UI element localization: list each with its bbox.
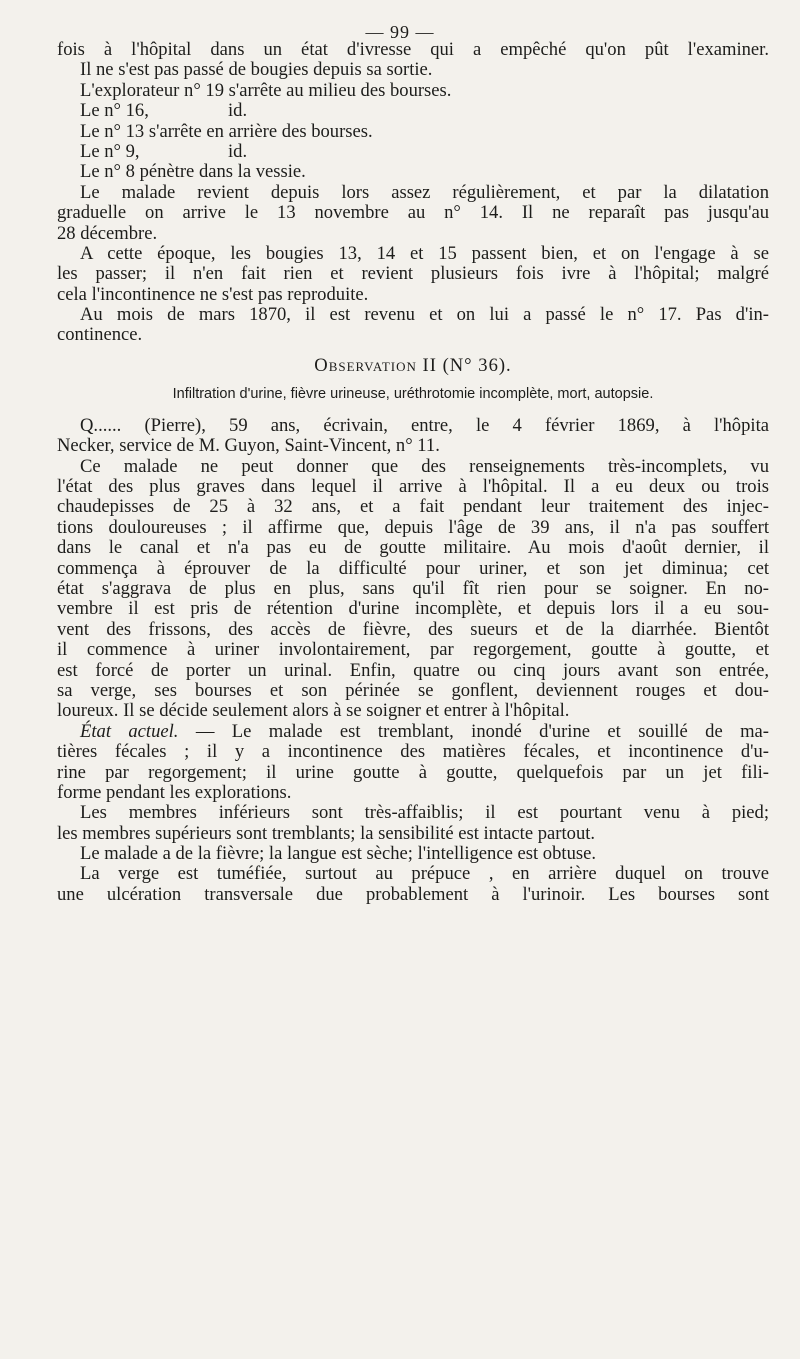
text-line: forme pendant les explorations. [57, 781, 292, 803]
text-line: tions douloureuses ; il affirme que, depuis l'âge de 39 ans, il n'a pas souffert [57, 516, 769, 538]
text-line: état s'aggrava de plus en plus, sans qu'il fît rien pour se soigner. En no- [57, 577, 769, 599]
explorer-tail: id. [228, 100, 248, 122]
text-line: La verge est tuméfiée, surtout au prépuce , en arrière duquel on trouve [80, 863, 769, 885]
text-line: rine par regorgement; il urine goutte à goutte, quelquefois par un jet fili- [57, 761, 769, 783]
text-line: cela l'incontinence ne s'est pas reproduite. [57, 283, 369, 305]
explorer-line [57, 101, 769, 121]
page-number: — 99 — [365, 22, 435, 42]
text-line: il commence à uriner involontairement, par regorgement, goutte à goutte, et [57, 639, 769, 661]
text-line: l'état des plus graves dans lequel il arrive à l'hôpital. Il a eu deux ou trois [57, 476, 769, 498]
text-line: les passer; il n'en fait rien et revient plusieurs fois ivre à l'hôpital; malgré [57, 263, 769, 285]
text-line [57, 722, 769, 742]
text-fragment: — Le malade est tremblant, inondé d'urine et souillé de ma- [178, 720, 769, 742]
explorer-tail: id. [228, 140, 248, 162]
text-line: sa verge, ses bourses et son périnée se gonflent, deviennent rouges et dou- [57, 679, 769, 701]
section-lead: État actuel. [80, 720, 179, 742]
text-line: vembre il est pris de rétention d'urine incomplète, et depuis lors il a eu sou- [57, 598, 769, 620]
text-line: Q...... (Pierre), 59 ans, écrivain, entre, le 4 février 1869, à l'hôpita [80, 414, 769, 436]
text-line: A cette époque, les bougies 13, 14 et 15 passent bien, et on l'engage à se [80, 242, 769, 264]
text-line: Le malade revient depuis lors assez régulièrement, et par la dilatation [80, 181, 769, 203]
explorer-label: Le n° 16, [80, 100, 149, 122]
text-line: vent des frissons, des accès de fièvre, des sueurs et de la diarrhée. Bientôt [57, 618, 769, 640]
text-line: continence. [57, 324, 143, 346]
text-line: les membres supérieurs sont tremblants; la sensibilité est intacte partout. [57, 822, 596, 844]
explorer-line: Le n° 13 s'arrête en arrière des bourses. [80, 120, 373, 142]
text-line: Ce malade ne peut donner que des renseignements très-incomplets, vu [80, 455, 769, 477]
text-line: est forcé de porter un urinal. Enfin, quatre ou cinq jours avant son entrée, [57, 659, 769, 681]
text-line: dans le canal et n'a pas eu de goutte militaire. Au mois d'août dernier, il [57, 537, 769, 559]
text-line: chaudepisses de 25 à 32 ans, et a fait pendant leur traitement des injec- [57, 496, 769, 518]
text-line: graduelle on arrive le 13 novembre au n° 14. Il ne reparaît pas jusqu'au [57, 202, 769, 224]
text-line: loureux. Il se décide seulement alors à se soigner et entrer à l'hôpital. [57, 700, 570, 722]
text-line: une ulcération transversale due probablement à l'urinoir. Les bourses sont [57, 883, 769, 905]
text-line: fois à l'hôpital dans un état d'ivresse qui a empêché qu'on pût l'examiner. [57, 39, 769, 60]
observation-title: Observation II (N° 36). [314, 354, 512, 376]
text-line: tières fécales ; il y a incontinence des matières fécales, et incontinence d'u- [57, 741, 769, 763]
explorer-label: Le n° 9, [80, 140, 140, 162]
text-line: 28 décembre. [57, 222, 158, 244]
text-line: Il ne s'est pas passé de bougies depuis sa sortie. [80, 59, 433, 81]
explorer-line: Le n° 8 pénètre dans la vessie. [80, 161, 306, 183]
text-line: Le malade a de la fièvre; la langue est sèche; l'intelligence est obtuse. [80, 843, 597, 865]
explorer-line [57, 142, 769, 162]
text-line: Au mois de mars 1870, il est revenu et on lui a passé le n° 17. Pas d'in- [80, 304, 769, 326]
text-line: Les membres inférieurs sont très-affaiblis; il est pourtant venu à pied; [80, 802, 769, 824]
text-line: Necker, service de M. Guyon, Saint-Vincent, n° 11. [57, 435, 440, 457]
body-text [57, 40, 769, 905]
observation-subtitle: Infiltration d'urine, fièvre urineuse, uréthrotomie incomplète, mort, autopsie. [172, 385, 654, 402]
text-line: commença à éprouver de la difficulté pour uriner, et son jet diminua; cet [57, 557, 769, 579]
explorer-line: L'explorateur n° 19 s'arrête au milieu des bourses. [80, 79, 452, 101]
